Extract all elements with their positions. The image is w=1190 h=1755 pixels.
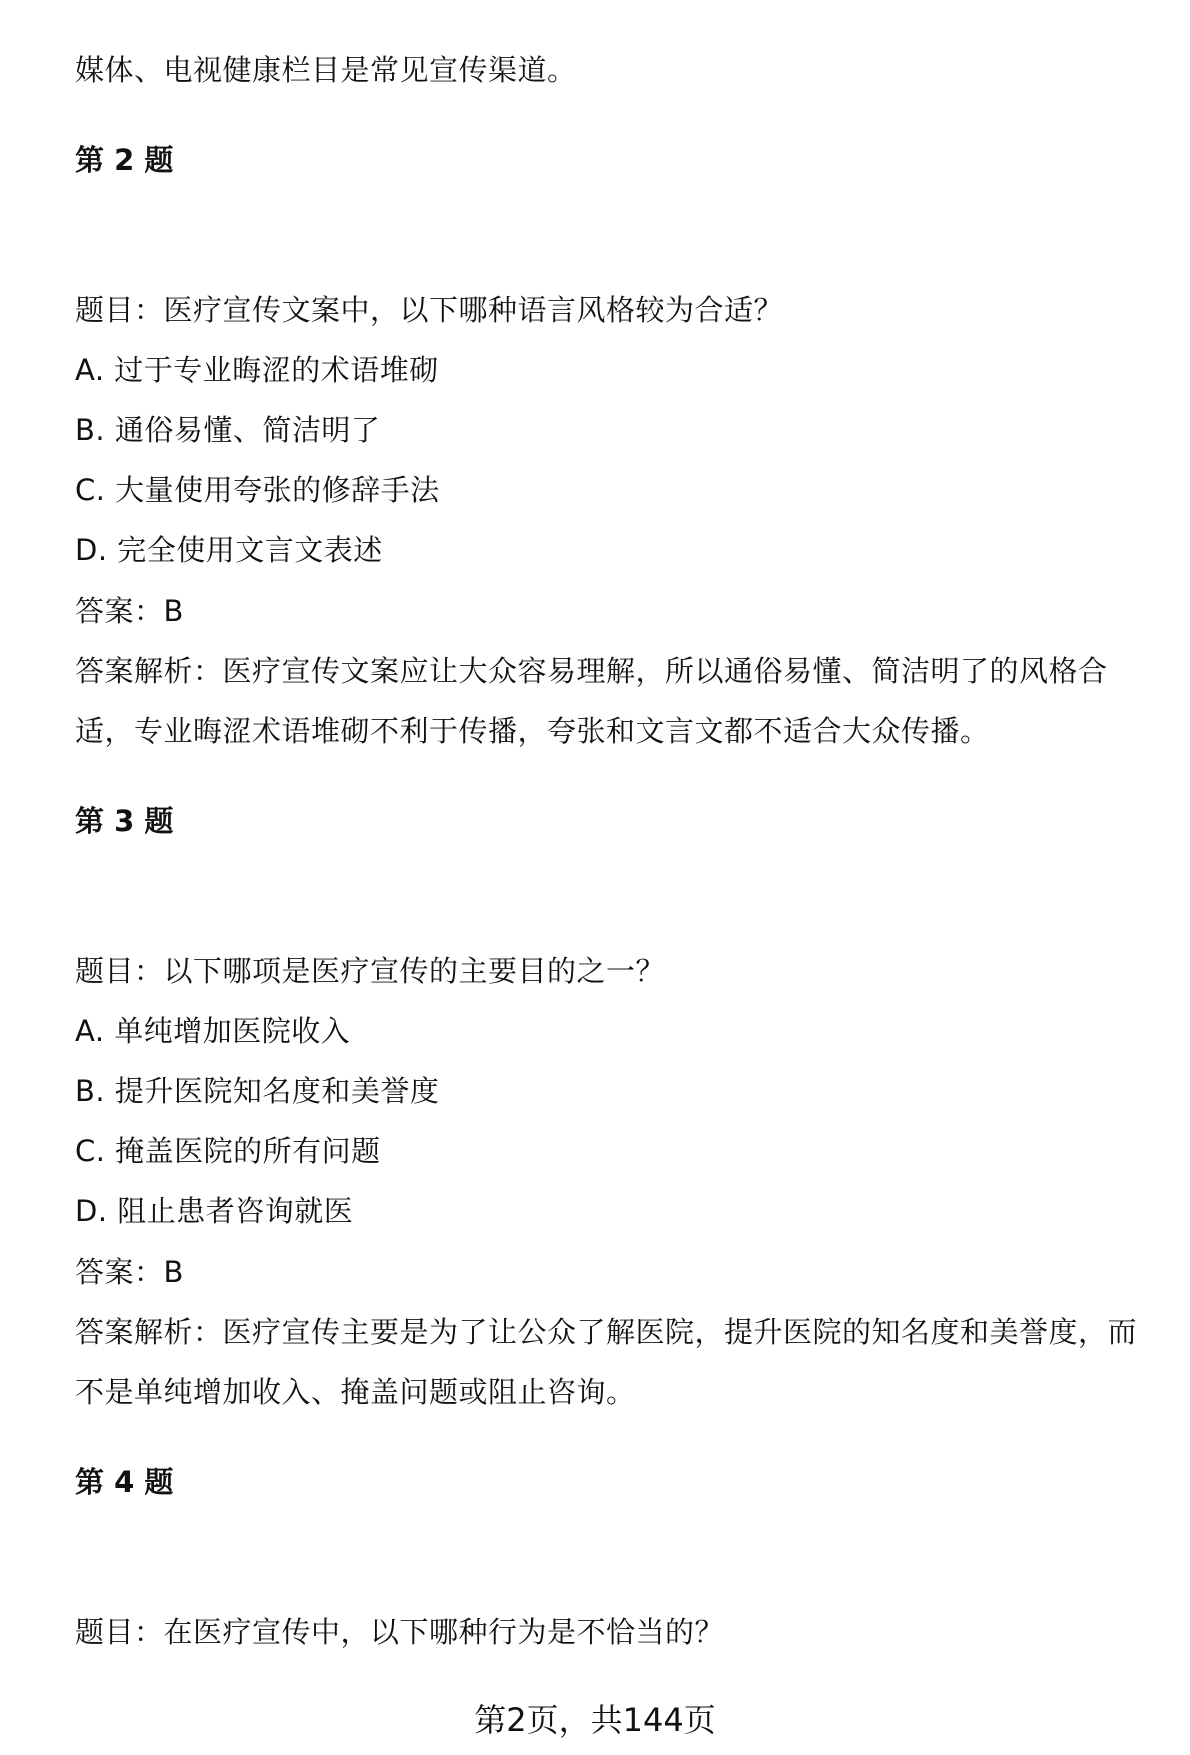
option-d: D. 阻止患者咨询就医 [75, 1194, 354, 1228]
option-a: A. 过于专业晦涩的术语堆砌 [75, 353, 439, 387]
option-b: B. 通俗易懂、简洁明了 [75, 413, 381, 447]
intro-line: 媒体、电视健康栏目是常见宣传渠道。 [75, 53, 577, 87]
option-d: D. 完全使用文言文表述 [75, 533, 383, 567]
question-heading: 第 4 题 [75, 1465, 174, 1499]
analysis-line: 答案解析：医疗宣传主要是为了让公众了解医院，提升医院的知名度和美誉度，而 [75, 1315, 1138, 1349]
analysis-line: 不是单纯增加收入、掩盖问题或阻止咨询。 [75, 1375, 636, 1409]
question-heading: 第 3 题 [75, 804, 174, 838]
question-stem: 题目：在医疗宣传中，以下哪种行为是不恰当的？ [75, 1615, 725, 1649]
page-footer: 第2页，共144页 [474, 1701, 716, 1739]
question-stem: 题目：以下哪项是医疗宣传的主要目的之一？ [75, 954, 666, 988]
option-c: C. 掩盖医院的所有问题 [75, 1134, 381, 1168]
answer: 答案：B [75, 1255, 184, 1289]
option-c: C. 大量使用夸张的修辞手法 [75, 473, 440, 507]
option-a: A. 单纯增加医院收入 [75, 1014, 351, 1048]
option-b: B. 提升医院知名度和美誉度 [75, 1074, 440, 1108]
analysis-line: 适，专业晦涩术语堆砌不利于传播，夸张和文言文都不适合大众传播。 [75, 714, 990, 748]
analysis-line: 答案解析：医疗宣传文案应让大众容易理解，所以通俗易懂、简洁明了的风格合 [75, 654, 1108, 688]
answer: 答案：B [75, 594, 184, 628]
question-stem: 题目：医疗宣传文案中，以下哪种语言风格较为合适？ [75, 293, 784, 327]
question-heading: 第 2 题 [75, 143, 174, 177]
